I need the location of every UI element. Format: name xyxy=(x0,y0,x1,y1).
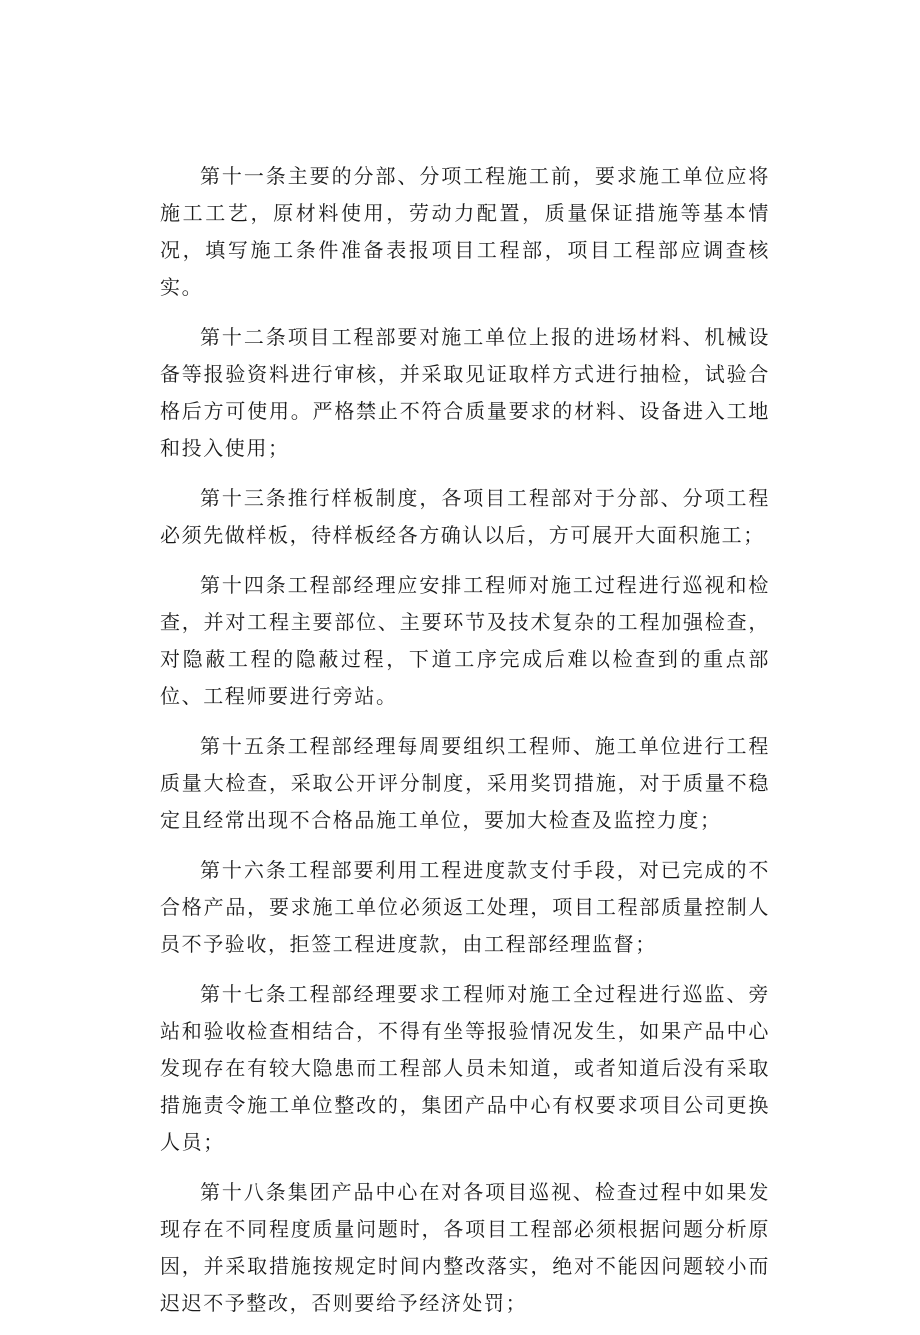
article-17-paragraph: 第十七条工程部经理要求工程师对施工全过程进行巡监、旁站和验收检查相结合，不得有坐等报验情况发生，如果产品中心发现存在有较大隐患而工程部人员未知道，或者知道后没有采取措施责令施工单位整改的，集团产品中心有权要求项目公司更换人员； xyxy=(160,982,770,1154)
article-16-paragraph: 第十六条工程部要利用工程进度款支付手段，对已完成的不合格产品，要求施工单位必须返工处理，项目工程部质量控制人员不予验收，拒签工程进度款，由工程部经理监督； xyxy=(160,858,770,956)
article-11-paragraph: 第十一条主要的分部、分项工程施工前，要求施工单位应将施工工艺，原材料使用，劳动力配置，质量保证措施等基本情况，填写施工条件准备表报项目工程部，项目工程部应调查核实。 xyxy=(160,164,770,299)
article-14-paragraph: 第十四条工程部经理应安排工程师对施工过程进行巡视和检查，并对工程主要部位、主要环节及技术复杂的工程加强检查，对隐蔽工程的隐蔽过程，下道工序完成后难以检查到的重点部位、工程师要进行旁站。 xyxy=(160,573,770,708)
article-13-paragraph: 第十三条推行样板制度，各项目工程部对于分部、分项工程必须先做样板，待样板经各方确认以后，方可展开大面积施工； xyxy=(160,486,770,547)
document-page xyxy=(160,158,770,1335)
article-18-paragraph: 第十八条集团产品中心在对各项目巡视、检查过程中如果发现存在不同程度质量问题时，各项目工程部必须根据问题分析原因，并采取措施按规定时间内整改落实，绝对不能因问题较小而迟迟不予整改，否则要给予经济处罚； xyxy=(160,1180,770,1315)
article-15-paragraph: 第十五条工程部经理每周要组织工程师、施工单位进行工程质量大检查，采取公开评分制度，采用奖罚措施，对于质量不稳定且经常出现不合格品施工单位，要加大检查及监控力度； xyxy=(160,734,770,832)
article-12-paragraph: 第十二条项目工程部要对施工单位上报的进场材料、机械设备等报验资料进行审核，并采取见证取样方式进行抽检，试验合格后方可使用。严格禁止不符合质量要求的材料、设备进入工地和投入使用； xyxy=(160,325,770,460)
